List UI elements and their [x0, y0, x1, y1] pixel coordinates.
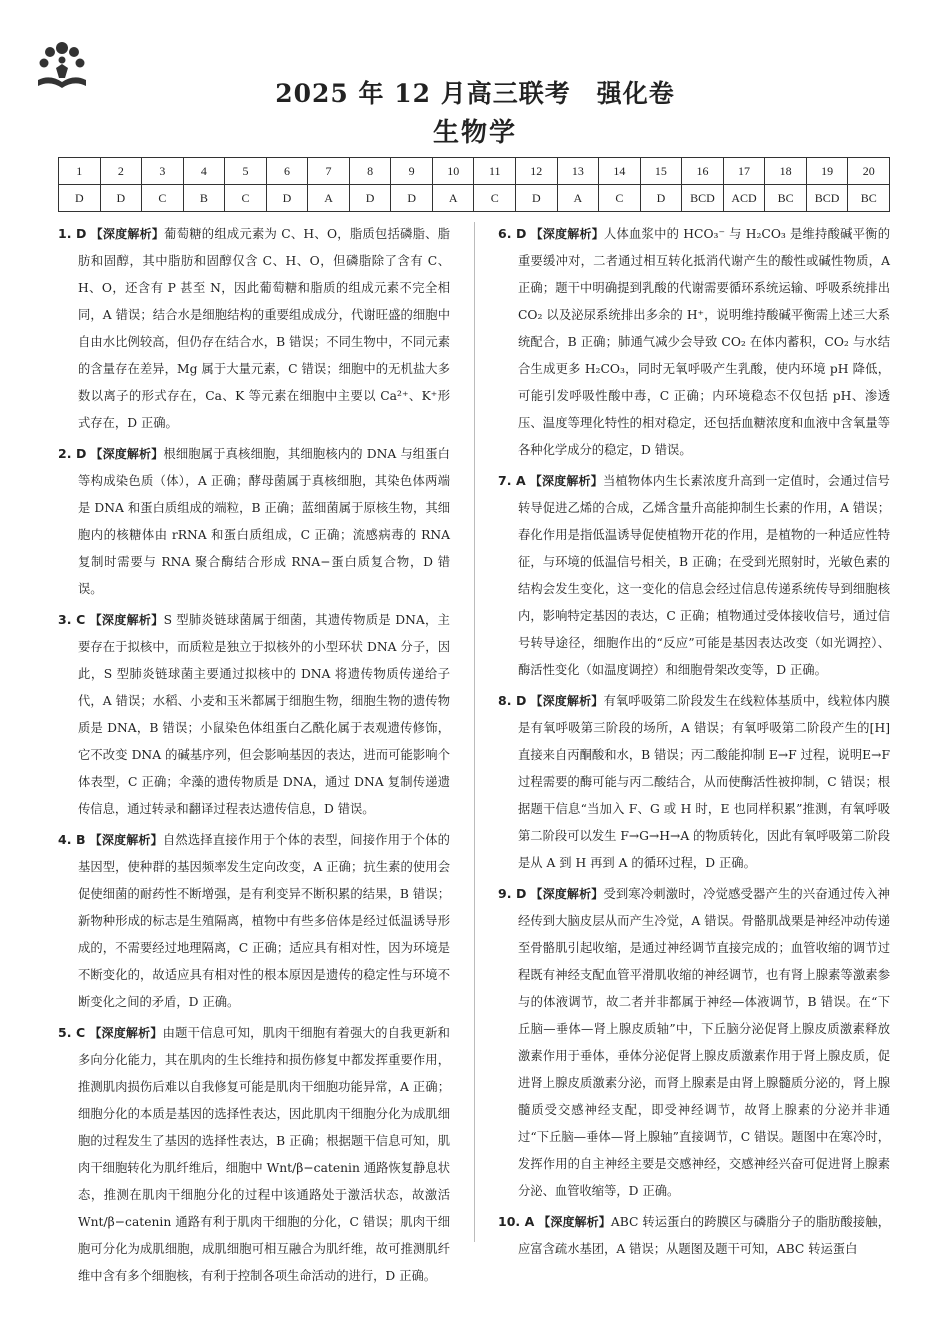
answer-number-cell: 13	[557, 158, 599, 185]
explanation-text: S 型肺炎链球菌属于细菌，其遗传物质是 DNA，主要存在于拟核中，而质粒是独立于拟核外的小型环状 DNA 分子，因此，S 型肺炎链球菌主要通过拟核中的 DNA 将遗传物质传递给子代，A 错误；水稻、小麦和玉米都属于细胞生物，细胞生物的遗传物质是 DNA，B 错误；小鼠染色体组蛋白乙酰化属于表观遗传修饰，它不改变 DNA 的碱基序列，但会影响基因的表达，进而可能影响个体表型，C 正确；伞藻的遗传物质是 DNA，通过 DNA 复制传递遗传信息，通过转录和翻译过程表达遗传信息，D 错误。	[78, 613, 450, 816]
question-answer-label: 5. C	[58, 1025, 86, 1040]
explanation-item	[58, 606, 450, 823]
answer-value-cell: D	[349, 185, 391, 212]
answer-value-cell: D	[391, 185, 433, 212]
answer-value-cell: D	[516, 185, 558, 212]
page-title: 2025 年 12 月高三联考 强化卷	[275, 79, 675, 108]
answer-table	[58, 157, 890, 212]
explanation-text: 根细胞属于真核细胞，其细胞核内的 DNA 与组蛋白等构成染色质（体），A 正确；酵母菌属于真核细胞，其染色体两端是 DNA 和蛋白质组成的端粒，B 正确；蓝细菌属于原核生物，其细胞内的核糖体由 rRNA 和蛋白质组成，C 正确；流感病毒的 RNA 复制时需要与 RNA 聚合酶结合形成 RNA−蛋白质复合物，D 错误。	[78, 447, 450, 596]
question-answer-label: 9. D	[498, 886, 527, 901]
answer-number-cell: 10	[432, 158, 474, 185]
analysis-tag: 【深度解析】	[530, 227, 604, 241]
answer-number-cell: 18	[765, 158, 807, 185]
explanation-item	[498, 1208, 890, 1263]
answer-number-cell: 2	[100, 158, 142, 185]
left-column	[58, 220, 450, 1293]
answer-number-cell: 20	[848, 158, 890, 185]
answer-number-cell: 1	[59, 158, 101, 185]
question-answer-label: 7. A	[498, 473, 526, 488]
explanation-item	[58, 440, 450, 603]
answer-value-cell: C	[599, 185, 641, 212]
answer-value-cell: BCD	[682, 185, 724, 212]
explanation-item	[498, 220, 890, 464]
answer-value-cell: BCD	[806, 185, 848, 212]
question-answer-label: 2. D	[58, 446, 87, 461]
answer-number-cell: 14	[599, 158, 641, 185]
explanation-text: 人体血浆中的 HCO₃⁻ 与 H₂CO₃ 是维持酸碱平衡的重要缓冲对，二者通过相互转化抵消代谢产生的酸性或碱性物质，A 正确；题干中明确提到乳酸的代谢需要循环系统运输、呼吸系统排出 CO₂ 以及泌尿系统排出多余的 H⁺，说明维持酸碱平衡需上述三大系统配合，B 正确；肺通气减少会导致 CO₂ 在体内蓄积，CO₂ 与水结合生成更多 H₂CO₃，同时无氧呼吸产生乳酸，使内环境 pH 降低，可能引发呼吸性酸中毒，C 正确；内环境稳态不仅包括 pH、渗透压、温度等理化特性的相对稳定，还包括血糖浓度和血液中含氧量等各种化学成分的稳定，D 错误。	[518, 227, 890, 457]
analysis-tag: 【深度解析】	[530, 694, 604, 708]
question-answer-label: 3. C	[58, 612, 86, 627]
analysis-tag: 【深度解析】	[89, 613, 164, 627]
explanation-text: 当植物体内生长素浓度升高到一定值时，会通过信号转导促进乙烯的合成，乙烯含量升高能抑制生长素的作用，A 错误；春化作用是指低温诱导促使植物开花的作用，是植物的一种适应性特征，与环境的低温信号相关，B 正确；在受到光照射时，光敏色素的结构会发生变化，这一变化的信息会经过信息传递系统传导到细胞核内，影响特定基因的表达，C 正确；植物通过受体接收信号，通过信号转导途径，细胞作出的“反应”可能是基因表达改变（如光调控）、酶活性变化（如温度调控）和细胞骨架改变等，D 正确。	[518, 474, 890, 677]
answer-value-cell: ACD	[723, 185, 765, 212]
answer-value-cell: A	[432, 185, 474, 212]
question-answer-label: 10. A	[498, 1214, 535, 1229]
answer-value-cell: BC	[848, 185, 890, 212]
answer-value-cell: C	[474, 185, 516, 212]
answer-number-cell: 15	[640, 158, 682, 185]
explanation-text: 受到寒冷刺激时，冷觉感受器产生的兴奋通过传入神经传到大脑皮层从而产生冷觉，A 错误。骨骼肌战栗是神经冲动传递至骨骼肌引起收缩，是通过神经调节直接完成的；血管收缩的调节过程既有神经支配血管平滑肌收缩的神经调节，也有肾上腺素等激素参与的体液调节，故二者并非都属于神经—体液调节，B 错误。在“下丘脑—垂体—肾上腺皮质轴”中，下丘脑分泌促肾上腺皮质激素释放激素作用于垂体，垂体分泌促肾上腺皮质激素作用于肾上腺皮质，促进肾上腺皮质激素分泌，而肾上腺素是由肾上腺髓质分泌的，肾上腺髓质受交感神经支配，即受神经调节，故肾上腺素的分泌并非通过“下丘脑—垂体—肾上腺轴”直接调节，C 错误。题图中在寒冷时，发挥作用的自主神经主要是交感神经，交感神经兴奋可促进肾上腺素分泌、血管收缩等，D 正确。	[518, 887, 890, 1198]
explanation-text: 有氧呼吸第二阶段发生在线粒体基质中，线粒体内膜是有氧呼吸第三阶段的场所，A 错误；有氧呼吸第二阶段产生的[H]直接来自丙酮酸和水，B 错误；丙二酸能抑制 E→F 过程，说明E→F 过程需要的酶可能与丙二酸结合，从而使酶活性被抑制，C 错误；根据题干信息“当加入 F、G 或 H 时，E 也同样积累”推测，有氧呼吸第二阶段可以发生 F→G→H→A 的物质转化，因此有氧呼吸第二阶段是从 A 到 H 再到 A 的循环过程，D 正确。	[518, 694, 890, 870]
question-answer-label: 4. B	[58, 832, 86, 847]
answer-number-cell: 6	[266, 158, 308, 185]
question-answer-label: 6. D	[498, 226, 527, 241]
explanation-item	[498, 467, 890, 684]
answer-number-cell: 3	[142, 158, 184, 185]
answer-number-cell: 9	[391, 158, 433, 185]
analysis-tag: 【深度解析】	[90, 447, 164, 461]
answer-value-cell: C	[142, 185, 184, 212]
analysis-tag: 【深度解析】	[89, 833, 163, 847]
explanation-text: ABC 转运蛋白的跨膜区与磷脂分子的脂肪酸接触，应富含疏水基团，A 错误；从题图及题干可知，ABC 转运蛋白	[518, 1215, 890, 1256]
answer-value-cell: BC	[765, 185, 807, 212]
answer-number-cell: 17	[723, 158, 765, 185]
answer-table-answer-row	[59, 185, 890, 212]
explanation-item	[498, 687, 890, 877]
answer-value-cell: A	[308, 185, 350, 212]
question-answer-label: 8. D	[498, 693, 527, 708]
answer-value-cell: D	[266, 185, 308, 212]
subject-title: 生物学	[432, 118, 517, 148]
analysis-tag: 【深度解析】	[90, 227, 165, 241]
question-answer-label: 1. D	[58, 226, 87, 241]
answer-value-cell: C	[225, 185, 267, 212]
answer-number-cell: 11	[474, 158, 516, 185]
explanation-text: 由题干信息可知，肌肉干细胞有着强大的自我更新和多向分化能力，其在肌肉的生长维持和损伤修复中都发挥重要作用，推测肌肉损伤后难以自我修复可能是肌肉干细胞功能异常，A 正确；细胞分化的本质是基因的选择性表达，因此肌肉干细胞分化为成肌细胞的过程发生了基因的选择性表达，B 正确；根据题干信息可知，肌肉干细胞转化为肌纤维后，细胞中 Wnt/β−catenin 通路恢复静息状态，推测在肌肉干细胞分化的过程中该通路处于激活状态，故激活 Wnt/β−catenin 通路有利于肌肉干细胞的分化，C 错误；肌肉干细胞可分化为成肌细胞，成肌细胞可相互融合为肌纤维，故可推测肌纤维中含有多个细胞核，有利于控制各项生命活动的进行，D 正确。	[78, 1026, 450, 1283]
analysis-tag: 【深度解析】	[530, 887, 604, 901]
answer-number-cell: 19	[806, 158, 848, 185]
answer-table-number-row	[59, 158, 890, 185]
explanation-text: 葡萄糖的组成元素为 C、H、O，脂质包括磷脂、脂肪和固醇，其中脂肪和固醇仅含 C、H、O，但磷脂除了含有 C、H、O，还含有 P 甚至 N，因此葡萄糖和脂质的组成元素不完全相同，A 错误；结合水是细胞结构的重要组成成分，代谢旺盛的细胞中自由水比例较高，但仍存在结合水，B 错误；不同生物中，不同元素的含量存在差异，Mg 属于大量元素，C 错误；细胞中的无机盐大多数以离子的形式存在，Ca、K 等元素在细胞中主要以 Ca²⁺、K⁺形式存在，D 正确。	[78, 227, 450, 430]
answer-value-cell: D	[59, 185, 101, 212]
answer-value-cell: D	[640, 185, 682, 212]
analysis-tag: 【深度解析】	[89, 1026, 163, 1040]
analysis-tag: 【深度解析】	[529, 474, 603, 488]
explanation-item	[498, 880, 890, 1205]
answer-value-cell: D	[100, 185, 142, 212]
explanation-item	[58, 220, 450, 437]
answer-number-cell: 5	[225, 158, 267, 185]
answer-number-cell: 12	[516, 158, 558, 185]
answer-number-cell: 8	[349, 158, 391, 185]
answer-number-cell: 7	[308, 158, 350, 185]
explanation-text: 自然选择直接作用于个体的表型，间接作用于个体的基因型，使种群的基因频率发生定向改变，A 正确；抗生素的使用会促使细菌的耐药性不断增强，是有利变异不断积累的结果，B 错误；新物种形成的标志是生殖隔离，植物中有些多倍体是经过低温诱导形成的，不需要经过地理隔离，C 正确；适应具有相对性，因为环境是不断变化的，故适应具有相对性的根本原因是遗传的稳定性与环境不断变化之间的矛盾，D 正确。	[78, 833, 450, 1009]
right-column	[498, 220, 890, 1266]
answer-number-cell: 4	[183, 158, 225, 185]
explanation-item	[58, 1019, 450, 1290]
answer-value-cell: A	[557, 185, 599, 212]
explanation-item	[58, 826, 450, 1016]
answer-number-cell: 16	[682, 158, 724, 185]
answer-value-cell: B	[183, 185, 225, 212]
analysis-tag: 【深度解析】	[538, 1215, 611, 1229]
column-divider	[474, 222, 475, 1242]
